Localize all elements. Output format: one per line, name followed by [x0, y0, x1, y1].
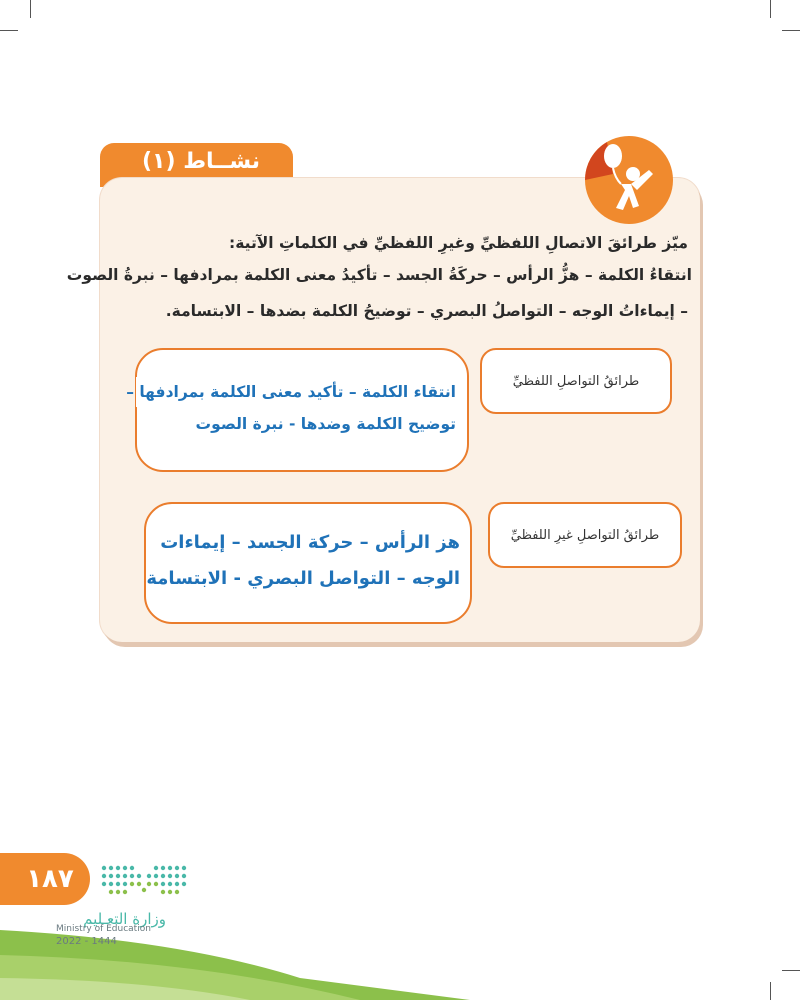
activity-words-line-2: – إيماءاتُ الوجه – التواصلُ البصري – توضيحُ الكلمة بضدها – الابتسامة. [165, 302, 688, 320]
crop-mark [0, 30, 18, 31]
nonverbal-label [488, 502, 682, 568]
activity-instruction: ميّز طرائقَ الاتصالِ اللفظيِّ وغيرِ اللفظيِّ في الكلماتِ الآتية: [229, 234, 688, 252]
ministry-dots-logo-icon [100, 862, 192, 902]
activity-words-line-1: انتقاءُ الكلمة – هزُّ الرأس – حركَةُ الجسد – تأكيدُ معنى الكلمة بمرادفها – نبرةُ الصوت [66, 266, 692, 284]
nonverbal-answer-line-2: الوجه – التواصل البصري - الابتسامة [160, 562, 460, 596]
ministry-year: 2022 - 1444 [56, 936, 117, 947]
verbal-label-text: طرائقُ التواصلِ اللفظيِّ [512, 373, 640, 389]
crop-mark [770, 0, 771, 18]
crop-mark [770, 982, 771, 1000]
crop-mark [30, 0, 31, 18]
crop-mark [782, 970, 800, 971]
nonverbal-answer-line-1: هز الرأس – حركة الجسد – إيماءات [160, 526, 460, 560]
crop-mark [782, 30, 800, 31]
ministry-name-arabic: وزارة التعـليم [83, 910, 166, 928]
child-with-balloon-icon [583, 134, 675, 226]
ministry-name-english: Ministry of Education [56, 924, 151, 934]
verbal-answer-line-1: انتقاء الكلمة – تأكيد معنى الكلمة بمرادفها – [136, 377, 456, 407]
activity-title: نشــاط (١) [141, 149, 260, 174]
page-number: ١٨٧ [26, 864, 74, 894]
nonverbal-label-text: طرائقُ التواصلِ غيرِ اللفظيِّ [510, 527, 660, 543]
verbal-answer-line-2: توضيح الكلمة وضدها - نبرة الصوت [200, 409, 456, 439]
verbal-label [480, 348, 672, 414]
